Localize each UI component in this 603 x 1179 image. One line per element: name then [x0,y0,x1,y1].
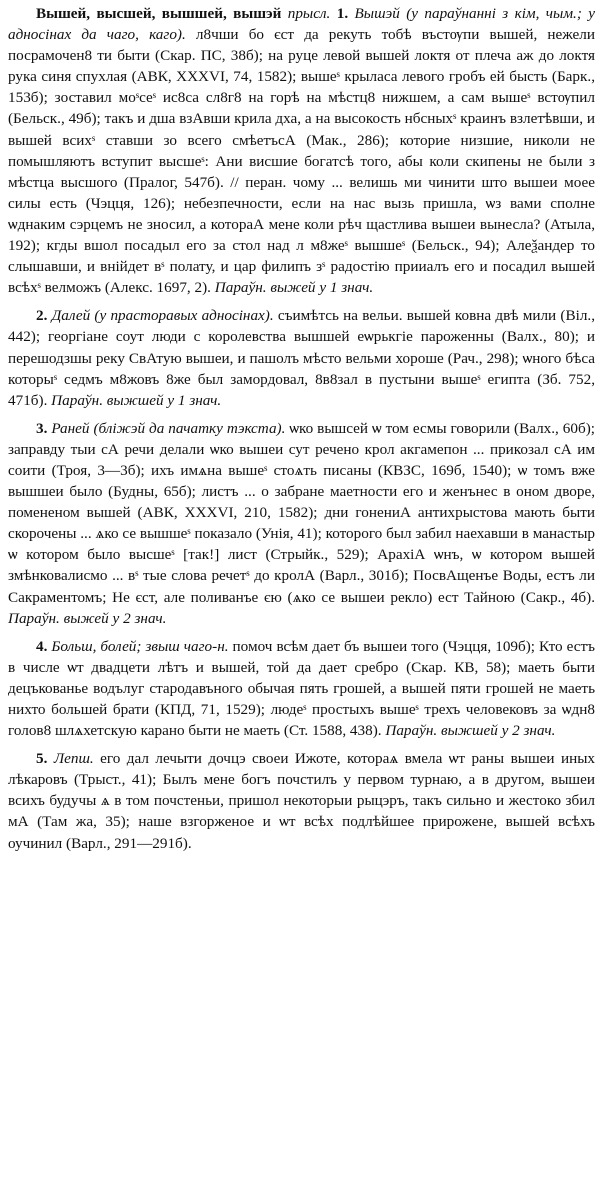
cross-reference: Параўн. выжей у 1 знач. [210,279,374,297]
sense-number: 3. [36,419,48,437]
dictionary-entry-sense-5 [8,748,595,853]
sense-number: 5. [36,750,48,768]
sense-gloss: Далей (у прасторавых адносінах). [47,307,274,325]
citation-text: его дал лечыти дочцэ своеи Ижоте, котораѧ вмела ѡт раны вышеи иных лѣкаровъ (Трыст., 41); Былъ мене богъ почстилъ у первом турнаю, а в другом, вышеи всихъ будучы ѧ в том почстеньи, пришол некоторыи рыцэръ, такъ сильно и жестоко збил мА (Там жа, 35); наше взгорженое и ѡт всѣх подлѣйшее прирожене, вышей всѣхъ оучинил (Варл., 291—291б). [8,750,595,852]
sense-number: 2. [36,307,48,325]
cross-reference: Параўн. выжшей у 2 знач. [381,722,556,740]
dictionary-entry-sense-4 [8,636,595,741]
sense-number: 1. [336,5,349,22]
cross-reference: Параўн. выжей у 2 знач. [8,609,167,627]
sense-gloss: Больш, болей; звыш чаго-н. [47,637,229,655]
citation-text: съимѣтсь на вельи. вышей ковна двѣ мили (Віл., 442); георгіане соут люди с королевства вышшей еѡрькгіе пароженны (Валх., 80); и перешодзшы реку СвАтую вышеи, и пашолъ мѣсто вельми хороше (Рач., 298); ѡного бѣса которыˢ седмъ м8жовъ 8же был замордовал, 8в8зал в пустыни вышеˢ египта (Зб. 752, 471б). [8,307,595,409]
citation-text: помоч всѣм дает бъ вышеи того (Чэцця, 109б); Кто естъ в числе ѡт двадцети лѣтъ и вышей, той да дает сребро (Скар. КВ, 58); маеть быти децъкованье водълуг стародавъного обычая пять грошей, а вышей пяти грошей не маеть нихто большей брати (КПД, 71, 1529); людеˢ простыхъ вышеˢ трехъ человековъ за ѡдн8 голов8 шлѧхетскую карано быти не маеть (Ст. 1588, 438). [8,637,596,740]
sense-gloss: Лепш. [47,750,94,768]
cross-reference: Параўн. выжшей у 1 знач. [47,391,222,409]
entry-headword: Вышей, высшей, вышшей, вышэй [36,5,282,22]
citation-text: л8чши бо єст да рекуть тобѣ въстѹпи вышей, нежели посрамочен8 ти быти (Скар. ПС, 38б); на руце левой вышей локтя от плеча аж до локтя рука синя спухлая (АВК, XXXVI, 74, 1582); вышеˢ крыласа левого гробъ ей бысть (Барк., 153б); зоставил моˢсеˢ ис8са сл8г8 на горѣ на мѣстц8 нижшем, а сам вышеˢ встѹпил (Бельск., 49б); такъ и дша взАвши крила дха, а на высокость нбсныхˢ краинъ взлетѣвши, и вышей всихˢ ставши зо всего смѣетъсА (Мак., 286); которие низшие, николи не помышляютъ вступит высшеˢ: Ани висшие богатсѣ того, абы коли скипены не были з мѣстца высшого (Пралог, 547б). // перан. чому ... велишь ми чинити што вышеи моее силы есть (Чэцця, 126); небезпечности, если на нас вызь пришла, ѡз вами сполне ѡднаким сэрцемъ не зносил, а котораА мене коли рѣч щастлива вышеи вынесла? (Атыла, 192); кгды вшол посадыл его за стол над л м8жеˢ вышшеˢ (Бельск., 94); Алеѯандер то слышавши, и внійдет вˢ полату, и цар филипъ зˢ радостію прииалъ его и посадил вышей всѣхˢ велможъ (Алекс. 1697, 2). [8,26,596,297]
part-of-speech: прысл. [281,5,337,22]
sense-number: 4. [36,637,48,655]
dictionary-entry-sense-3 [8,418,595,629]
sense-gloss: Вышэй (у параўнанні з кім, чым.; у адносінах да чаго, каго). [8,5,595,44]
dictionary-entry-sense-1 [8,3,595,298]
dictionary-entry-sense-2 [8,305,595,410]
citation-text: ѡко вышсей ѡ том есмы говорили (Валх., 60б); заправду тыи сА речи делали ѡко вышеи сут речено крол акгамепон ... прикозал сА им соити (Троя, 3—3б); ихъ имѧна вышеˢ стоѧть писаны (КВЗС, 169б, 1540); ѡ томъ вже вышшеи было (Будны, 65б); листъ ... о забране маетности его и женънес в оном дворе, помененом вышей (АВК, XXXVI, 210, 1582); дни гонениА антихрыстова мають быти скорочены ... ѧко се вышшеˢ показало (Унія, 41); которого был забил наехавши в манастыр ѡ котором было высшеˢ [так!] лист (Стрыйк., 529); АрахіА ѡнъ, ѡ котором вышей змѣнковалисмо ... вˢ тые слова речетˢ до кролА (Варл., 301б); ПосвАщенъе Воды, естъ ли Сакраментомъ; Не єст, але поливанъе єю (ѧко се вышеи рекло) ест Тайною (Сакр., 4б). [8,419,596,606]
sense-gloss: Раней (бліжэй да пачатку тэкста). [47,419,286,437]
